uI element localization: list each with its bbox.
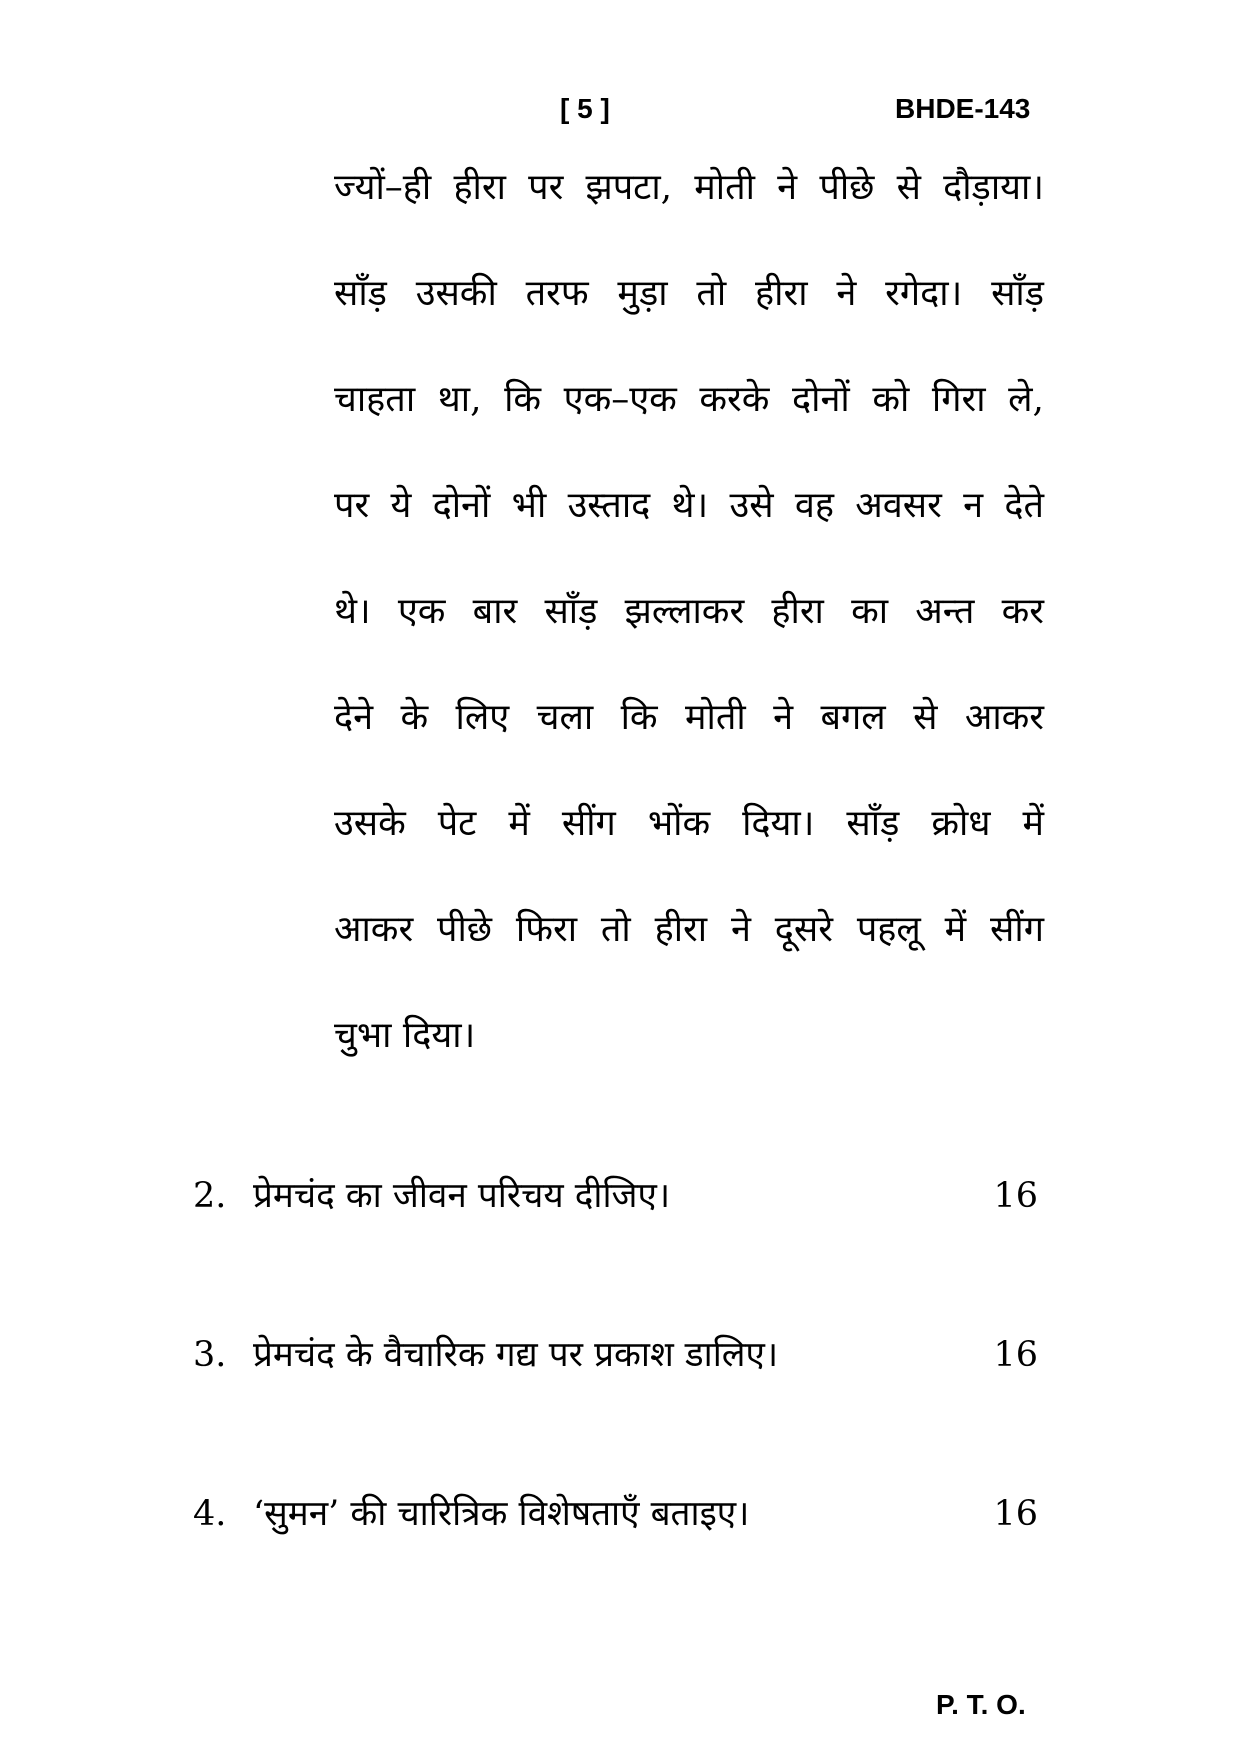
question-marks: 16 [993,1176,1038,1216]
question-3 [193,1327,1038,1383]
passage-line: ज्यों–ही हीरा पर झपटा, मोती ने पीछे से दौड़ाया। [334,167,1044,208]
question-number: 3. [193,1335,227,1375]
question-marks: 16 [993,1494,1038,1534]
page-number: [ 5 ] [560,93,610,124]
pto-label: P. T. O. [936,1689,1026,1720]
passage-line: चाहता था, कि एक–एक करके दोनों को गिरा ले, [334,379,1044,420]
passage [334,163,1044,1117]
passage-line: देने के लिए चला कि मोती ने बगल से आकर [334,697,1044,738]
question-number: 4. [193,1494,227,1534]
paper-code: BHDE-143 [895,93,1031,124]
question-text: प्रेमचंद का जीवन परिचय दीजिए। [253,1176,671,1216]
question-text: ‘सुमन’ की चारित्रिक विशेषताएँ बताइए। [253,1494,750,1534]
question-2 [193,1168,1038,1224]
passage-line: थे। एक बार साँड़ झल्लाकर हीरा का अन्त कर [334,591,1044,632]
passage-line: उसके पेट में सींग भोंक दिया। साँड़ क्रोध में [334,803,1044,844]
question-text: प्रेमचंद के वैचारिक गद्य पर प्रकाश डालिए। [253,1335,779,1375]
passage-line: आकर पीछे फिरा तो हीरा ने दूसरे पहलू में सींग [334,909,1044,950]
question-marks: 16 [993,1335,1038,1375]
question-4 [193,1486,1038,1542]
question-number: 2. [193,1176,227,1216]
passage-line: चुभा दिया। [334,1015,476,1056]
passage-line: साँड़ उसकी तरफ मुड़ा तो हीरा ने रगेदा। साँड़ [334,273,1044,314]
passage-line: पर ये दोनों भी उस्ताद थे। उसे वह अवसर न देते [334,485,1045,526]
